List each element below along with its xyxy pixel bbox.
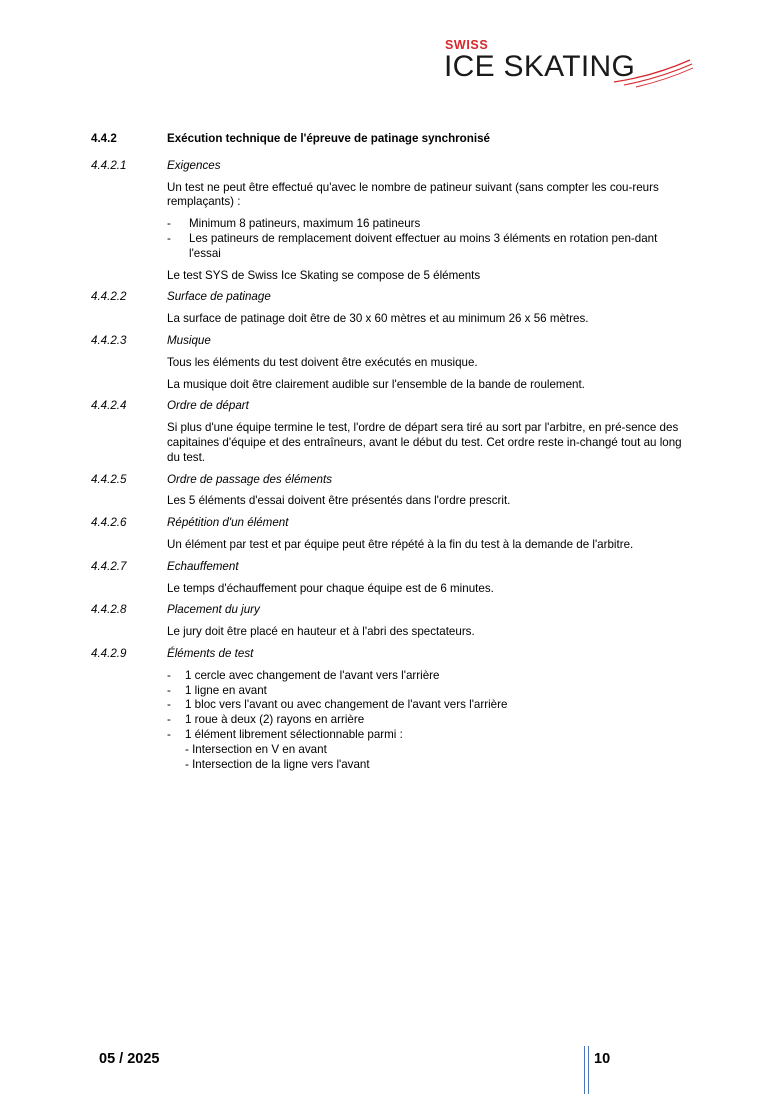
paragraph: Un test ne peut être effectué qu'avec le nombre de patineur suivant (sans compter les cou-reurs remplaçants) : — [167, 180, 659, 209]
subsection-number: 4.4.2.1 — [91, 158, 127, 172]
subsection-title: Exigences — [167, 158, 221, 172]
list-item-text: 1 élément librement sélectionnable parmi : — [185, 727, 403, 741]
logo-swoosh-icon — [594, 58, 694, 88]
subsection-title: Ordre de passage des éléments — [167, 472, 332, 486]
paragraph: La musique doit être clairement audible sur l'ensemble de la bande de roulement. — [167, 377, 585, 391]
list-item — [167, 669, 691, 684]
bullet-dash: - — [167, 727, 171, 741]
subsection-title: Echauffement — [167, 559, 239, 573]
subsection-heading — [91, 603, 691, 618]
subsection-heading — [91, 560, 691, 575]
logo-main-text: ICE SKATING — [444, 50, 636, 83]
subsection-heading — [91, 647, 691, 662]
bullet-list — [167, 217, 691, 261]
paragraph: Tous les éléments du test doivent être exécutés en musique. — [167, 355, 478, 369]
footer-divider — [584, 1046, 589, 1094]
bullet-dash: - — [167, 217, 171, 231]
logo-swiss-text: SWISS — [445, 38, 489, 52]
subsection-heading — [91, 334, 691, 349]
subsection-number: 4.4.2.2 — [91, 290, 127, 304]
subsection-heading — [91, 159, 691, 174]
bullet-dash: - — [167, 668, 171, 682]
page-number: 10 — [594, 1051, 611, 1067]
list-item — [167, 728, 691, 743]
subsection-number: 4.4.2.4 — [91, 399, 127, 413]
subsection-title: Surface de patinage — [167, 290, 271, 304]
subsection-number: 4.4.2.6 — [91, 516, 127, 530]
list-item — [167, 713, 691, 728]
document-body — [91, 132, 691, 779]
list-item — [167, 232, 691, 262]
list-item-text: 1 bloc vers l'avant ou avec changement de l'avant vers l'arrière — [185, 698, 508, 712]
subsection-title: Répétition d'un élément — [167, 516, 289, 530]
list-item — [167, 217, 691, 232]
sub-list-item: - Intersection de la ligne vers l'avant — [185, 757, 370, 771]
paragraph: Si plus d'une équipe termine le test, l'ordre de départ sera tiré au sort par l'arbitre, en pré-sence des capitaines d'équipe et des entraîneurs, avant le début du test. Cet ordre reste in-changé tout au long du test. — [167, 421, 682, 464]
list-item-text: 1 cercle avec changement de l'avant vers l'arrière — [185, 668, 440, 682]
paragraph: La surface de patinage doit être de 30 x 60 mètres et au minimum 26 x 56 mètres. — [167, 312, 589, 326]
bullet-dash: - — [167, 231, 171, 245]
list-item — [167, 684, 691, 699]
subsection-number: 4.4.2.8 — [91, 603, 127, 617]
subsection-heading — [91, 399, 691, 414]
section-heading — [91, 132, 691, 147]
logo — [444, 36, 694, 92]
subsection-title: Ordre de départ — [167, 399, 249, 413]
subsection-heading — [91, 516, 691, 531]
list-item-text: Minimum 8 patineurs, maximum 16 patineurs — [189, 217, 421, 231]
paragraph: Le jury doit être placé en hauteur et à l'abri des spectateurs. — [167, 625, 475, 639]
subsection-number: 4.4.2.3 — [91, 333, 127, 347]
list-item-text: Les patineurs de remplacement doivent effectuer au moins 3 éléments en rotation pen-dant l'essai — [189, 231, 658, 260]
bullet-dash: - — [167, 683, 171, 697]
list-item-text: 1 ligne en avant — [185, 683, 267, 697]
sub-list-item: - Intersection en V en avant — [185, 742, 327, 756]
bullet-dash: - — [167, 698, 171, 712]
subsection-heading — [91, 290, 691, 305]
footer-date: 05 / 2025 — [99, 1051, 160, 1067]
subsection-number: 4.4.2.5 — [91, 472, 127, 486]
subsection-title: Placement du jury — [167, 603, 260, 617]
subsection-title: Musique — [167, 333, 211, 347]
paragraph: Les 5 éléments d'essai doivent être présentés dans l'ordre prescrit. — [167, 494, 511, 508]
subsection-number: 4.4.2.7 — [91, 559, 127, 573]
bullet-list — [167, 669, 691, 773]
subsection-heading — [91, 473, 691, 488]
subsection-number: 4.4.2.9 — [91, 646, 127, 660]
list-item-text: 1 roue à deux (2) rayons en arrière — [185, 713, 365, 727]
section-title: Exécution technique de l'épreuve de patinage synchronisé — [167, 132, 490, 145]
section-number: 4.4.2 — [91, 132, 117, 145]
paragraph: Le temps d'échauffement pour chaque équipe est de 6 minutes. — [167, 581, 494, 595]
list-item — [167, 698, 691, 713]
paragraph: Un élément par test et par équipe peut être répété à la fin du test à la demande de l'arbitre. — [167, 537, 634, 551]
bullet-dash: - — [167, 713, 171, 727]
paragraph: Le test SYS de Swiss Ice Skating se compose de 5 éléments — [167, 268, 481, 282]
subsection-title: Éléments de test — [167, 646, 254, 660]
